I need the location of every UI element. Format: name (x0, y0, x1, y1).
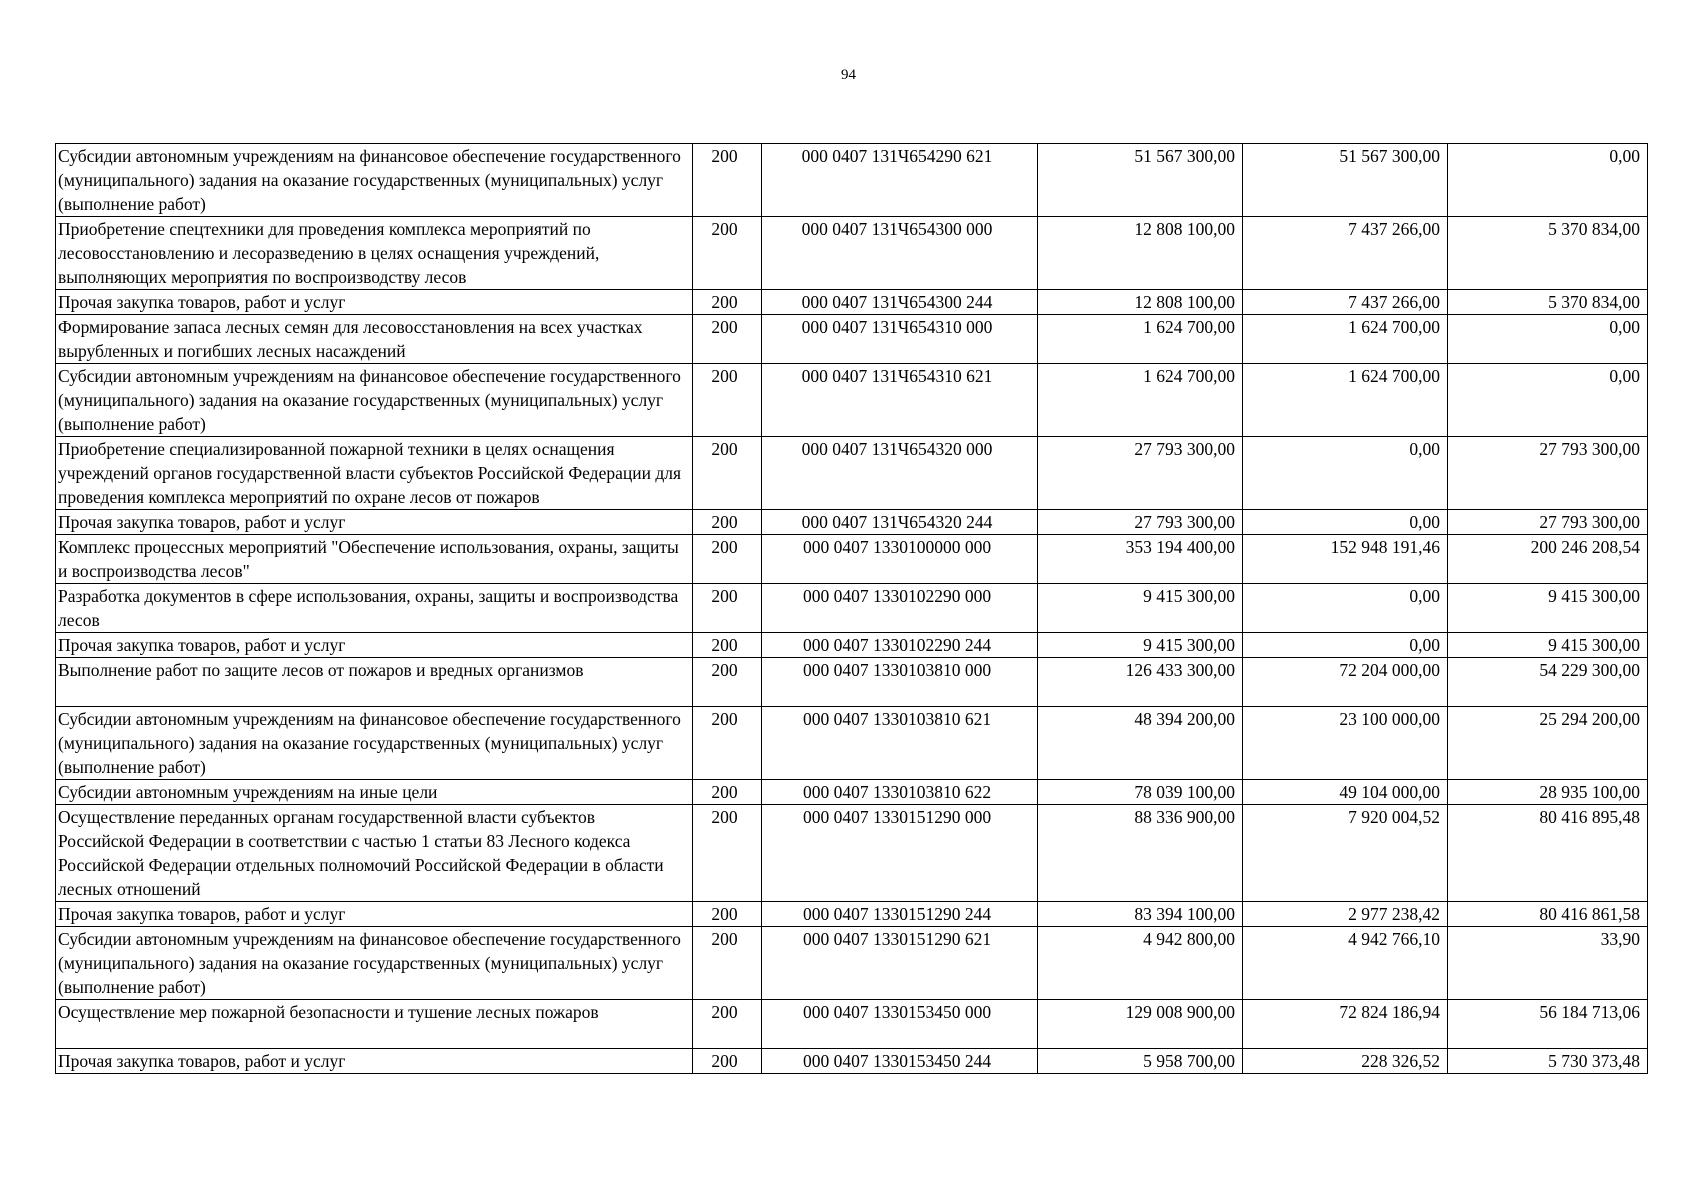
table-row (56, 217, 1648, 290)
row-approved-cell: 129 008 900,00 (1038, 1000, 1243, 1049)
row-executed-cell: 2 977 238,42 (1243, 902, 1448, 927)
row-name-cell: Прочая закупка товаров, работ и услуг (56, 902, 693, 927)
page-number: 94 (841, 67, 856, 83)
row-code-cell: 200 (693, 535, 762, 584)
row-executed-cell: 23 100 000,00 (1243, 707, 1448, 780)
row-approved-cell: 353 194 400,00 (1038, 535, 1243, 584)
row-classifier-cell: 000 0407 1330103810 000 (762, 658, 1038, 707)
row-executed-cell: 0,00 (1243, 437, 1448, 510)
row-executed-cell: 0,00 (1243, 584, 1448, 633)
row-name-cell: Осуществление мер пожарной безопасности и тушение лесных пожаров (56, 1000, 693, 1049)
table-row (56, 364, 1648, 437)
row-executed-cell: 1 624 700,00 (1243, 364, 1448, 437)
row-executed-cell: 152 948 191,46 (1243, 535, 1448, 584)
row-approved-cell: 78 039 100,00 (1038, 780, 1243, 805)
row-unexecuted-cell: 80 416 895,48 (1448, 805, 1648, 902)
row-approved-cell: 27 793 300,00 (1038, 437, 1243, 510)
table-row (56, 1049, 1648, 1074)
row-approved-cell: 27 793 300,00 (1038, 510, 1243, 535)
row-approved-cell: 51 567 300,00 (1038, 144, 1243, 217)
row-classifier-cell: 000 0407 1330153450 000 (762, 1000, 1038, 1049)
row-code-cell: 200 (693, 658, 762, 707)
row-approved-cell: 1 624 700,00 (1038, 315, 1243, 364)
table-row (56, 584, 1648, 633)
row-unexecuted-cell: 0,00 (1448, 364, 1648, 437)
row-unexecuted-cell: 9 415 300,00 (1448, 633, 1648, 658)
table-row (56, 290, 1648, 315)
row-executed-cell: 0,00 (1243, 633, 1448, 658)
row-classifier-cell: 000 0407 1330103810 621 (762, 707, 1038, 780)
row-code-cell: 200 (693, 315, 762, 364)
row-name-cell: Прочая закупка товаров, работ и услуг (56, 510, 693, 535)
row-approved-cell: 9 415 300,00 (1038, 584, 1243, 633)
row-code-cell: 200 (693, 290, 762, 315)
row-approved-cell: 4 942 800,00 (1038, 927, 1243, 1000)
row-name-cell: Прочая закупка товаров, работ и услуг (56, 1049, 693, 1074)
row-classifier-cell: 000 0407 131Ч654320 000 (762, 437, 1038, 510)
row-code-cell: 200 (693, 633, 762, 658)
budget-execution-table (55, 143, 1648, 1074)
row-approved-cell: 126 433 300,00 (1038, 658, 1243, 707)
row-name-cell: Субсидии автономным учреждениям на финансовое обеспечение государственного (муниципального) задания на оказание государственных (муниципальных) услуг (выполнение работ) (56, 707, 693, 780)
row-approved-cell: 12 808 100,00 (1038, 290, 1243, 315)
table-row (56, 707, 1648, 780)
row-classifier-cell: 000 0407 1330151290 244 (762, 902, 1038, 927)
row-code-cell: 200 (693, 364, 762, 437)
row-executed-cell: 7 437 266,00 (1243, 217, 1448, 290)
row-approved-cell: 48 394 200,00 (1038, 707, 1243, 780)
row-approved-cell: 12 808 100,00 (1038, 217, 1243, 290)
table-row (56, 315, 1648, 364)
row-code-cell: 200 (693, 1049, 762, 1074)
table-row (56, 535, 1648, 584)
row-unexecuted-cell: 0,00 (1448, 144, 1648, 217)
row-approved-cell: 9 415 300,00 (1038, 633, 1243, 658)
row-executed-cell: 1 624 700,00 (1243, 315, 1448, 364)
row-name-cell: Прочая закупка товаров, работ и услуг (56, 290, 693, 315)
row-approved-cell: 83 394 100,00 (1038, 902, 1243, 927)
table-row (56, 927, 1648, 1000)
row-unexecuted-cell: 27 793 300,00 (1448, 437, 1648, 510)
row-classifier-cell: 000 0407 131Ч654300 000 (762, 217, 1038, 290)
row-name-cell: Выполнение работ по защите лесов от пожаров и вредных организмов (56, 658, 693, 707)
table-row (56, 658, 1648, 707)
row-code-cell: 200 (693, 805, 762, 902)
row-classifier-cell: 000 0407 1330100000 000 (762, 535, 1038, 584)
table-row (56, 1000, 1648, 1049)
row-name-cell: Прочая закупка товаров, работ и услуг (56, 633, 693, 658)
row-code-cell: 200 (693, 217, 762, 290)
row-code-cell: 200 (693, 902, 762, 927)
row-name-cell: Разработка документов в сфере использования, охраны, защиты и воспроизводства лесов (56, 584, 693, 633)
row-executed-cell: 7 437 266,00 (1243, 290, 1448, 315)
row-name-cell: Субсидии автономным учреждениям на иные цели (56, 780, 693, 805)
row-name-cell: Осуществление переданных органам государственной власти субъектов Российской Федерации в соответствии с частью 1 статьи 83 Лесного кодекса Российской Федерации отдельных полномочий Российской Федерации в области лесных отношений (56, 805, 693, 902)
row-name-cell: Субсидии автономным учреждениям на финансовое обеспечение государственного (муниципального) задания на оказание государственных (муниципальных) услуг (выполнение работ) (56, 927, 693, 1000)
row-classifier-cell: 000 0407 131Ч654310 621 (762, 364, 1038, 437)
table-body (56, 144, 1648, 1074)
row-unexecuted-cell: 5 370 834,00 (1448, 290, 1648, 315)
row-classifier-cell: 000 0407 131Ч654300 244 (762, 290, 1038, 315)
row-executed-cell: 228 326,52 (1243, 1049, 1448, 1074)
row-name-cell: Субсидии автономным учреждениям на финансовое обеспечение государственного (муниципального) задания на оказание государственных (муниципальных) услуг (выполнение работ) (56, 364, 693, 437)
row-name-cell: Субсидии автономным учреждениям на финансовое обеспечение государственного (муниципального) задания на оказание государственных (муниципальных) услуг (выполнение работ) (56, 144, 693, 217)
row-classifier-cell: 000 0407 1330151290 621 (762, 927, 1038, 1000)
row-executed-cell: 51 567 300,00 (1243, 144, 1448, 217)
row-code-cell: 200 (693, 780, 762, 805)
row-unexecuted-cell: 33,90 (1448, 927, 1648, 1000)
table-row (56, 144, 1648, 217)
row-classifier-cell: 000 0407 1330102290 244 (762, 633, 1038, 658)
row-code-cell: 200 (693, 707, 762, 780)
row-code-cell: 200 (693, 510, 762, 535)
row-name-cell: Комплекс процессных мероприятий "Обеспечение использования, охраны, защиты и воспроизводства лесов" (56, 535, 693, 584)
row-classifier-cell: 000 0407 1330153450 244 (762, 1049, 1038, 1074)
row-code-cell: 200 (693, 437, 762, 510)
row-name-cell: Приобретение спецтехники для проведения комплекса мероприятий по лесовосстановлению и лесоразведению в целях оснащения учреждений, выполняющих мероприятия по воспроизводству лесов (56, 217, 693, 290)
row-executed-cell: 72 204 000,00 (1243, 658, 1448, 707)
row-code-cell: 200 (693, 927, 762, 1000)
row-executed-cell: 4 942 766,10 (1243, 927, 1448, 1000)
row-classifier-cell: 000 0407 131Ч654290 621 (762, 144, 1038, 217)
row-executed-cell: 72 824 186,94 (1243, 1000, 1448, 1049)
table-row (56, 805, 1648, 902)
row-classifier-cell: 000 0407 131Ч654310 000 (762, 315, 1038, 364)
row-code-cell: 200 (693, 1000, 762, 1049)
table-row (56, 780, 1648, 805)
row-classifier-cell: 000 0407 131Ч654320 244 (762, 510, 1038, 535)
row-approved-cell: 1 624 700,00 (1038, 364, 1243, 437)
table-row (56, 902, 1648, 927)
row-unexecuted-cell: 25 294 200,00 (1448, 707, 1648, 780)
row-name-cell: Формирование запаса лесных семян для лесовосстановления на всех участках вырубленных и погибших лесных насаждений (56, 315, 693, 364)
table-row (56, 437, 1648, 510)
row-unexecuted-cell: 5 370 834,00 (1448, 217, 1648, 290)
row-code-cell: 200 (693, 584, 762, 633)
row-executed-cell: 7 920 004,52 (1243, 805, 1448, 902)
row-unexecuted-cell: 200 246 208,54 (1448, 535, 1648, 584)
row-approved-cell: 88 336 900,00 (1038, 805, 1243, 902)
row-unexecuted-cell: 54 229 300,00 (1448, 658, 1648, 707)
row-unexecuted-cell: 5 730 373,48 (1448, 1049, 1648, 1074)
row-approved-cell: 5 958 700,00 (1038, 1049, 1243, 1074)
row-classifier-cell: 000 0407 1330102290 000 (762, 584, 1038, 633)
row-executed-cell: 49 104 000,00 (1243, 780, 1448, 805)
row-unexecuted-cell: 56 184 713,06 (1448, 1000, 1648, 1049)
row-classifier-cell: 000 0407 1330103810 622 (762, 780, 1038, 805)
table-row (56, 510, 1648, 535)
row-classifier-cell: 000 0407 1330151290 000 (762, 805, 1038, 902)
row-executed-cell: 0,00 (1243, 510, 1448, 535)
row-code-cell: 200 (693, 144, 762, 217)
table-row (56, 633, 1648, 658)
row-unexecuted-cell: 0,00 (1448, 315, 1648, 364)
row-unexecuted-cell: 28 935 100,00 (1448, 780, 1648, 805)
row-name-cell: Приобретение специализированной пожарной техники в целях оснащения учреждений органов государственной власти субъектов Российской Федерации для проведения комплекса мероприятий по охране лесов от пожаров (56, 437, 693, 510)
row-unexecuted-cell: 9 415 300,00 (1448, 584, 1648, 633)
row-unexecuted-cell: 27 793 300,00 (1448, 510, 1648, 535)
row-unexecuted-cell: 80 416 861,58 (1448, 902, 1648, 927)
